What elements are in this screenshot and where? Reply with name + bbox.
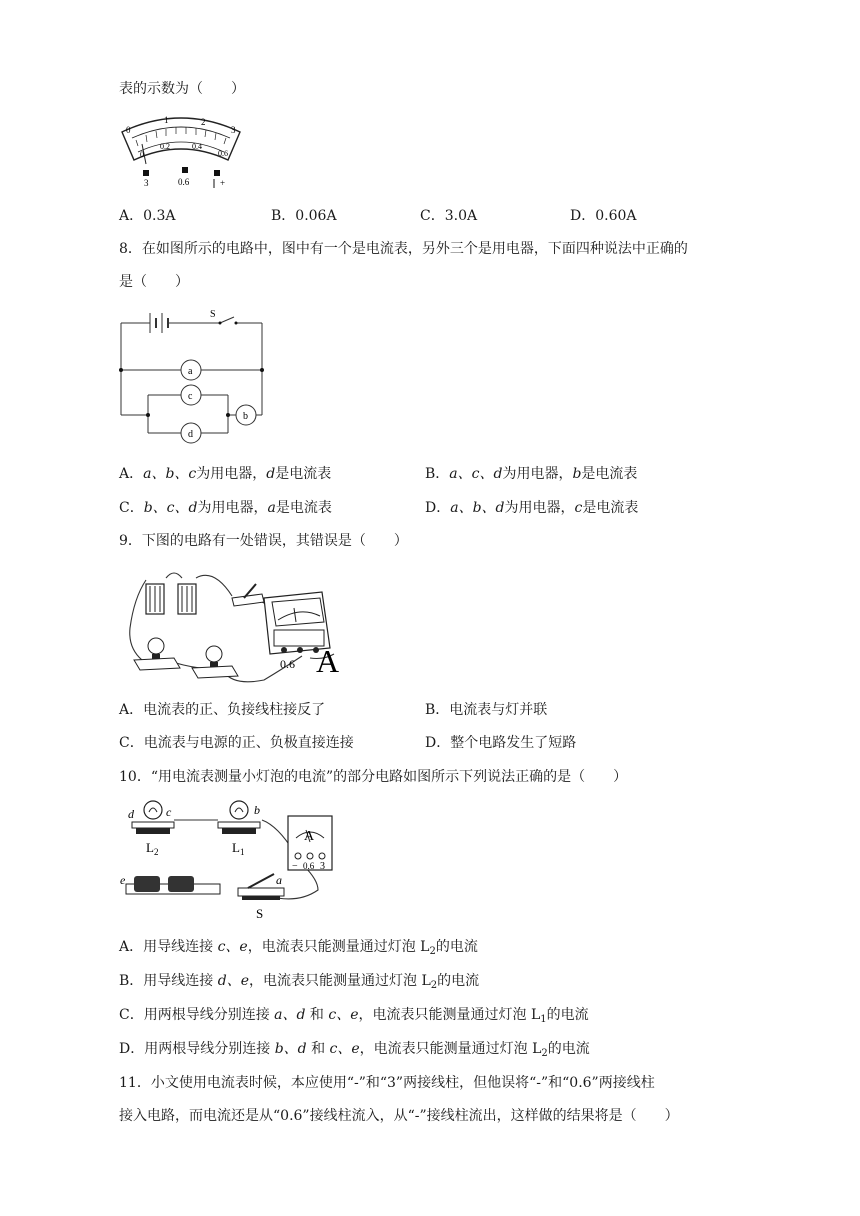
q7-scale-top-0: 0 <box>126 125 131 135</box>
q10-option-d[interactable]: D．用两根导线分别连接 b、d 和 c、e，电流表只能测量通过灯泡 $L_2$的电流 <box>119 1041 590 1059</box>
q7-option-d[interactable]: D．0.60A <box>570 208 637 224</box>
q9-option-a[interactable]: A．电流表的正、负接线柱接反了 <box>119 702 326 718</box>
q7-terminal-plus: + <box>220 178 226 188</box>
q7-scale-top-1: 1 <box>164 115 169 125</box>
q10-point-e: e <box>120 873 126 887</box>
q7-scale-bottom-3: 0.6 <box>218 149 228 158</box>
q10-label-l2: $L_2$ <box>146 840 159 857</box>
q9-stem: 9．下图的电路有一处错误，其错误是（ ） <box>119 533 408 549</box>
q8-element-d: d <box>188 429 193 440</box>
q7-terminal-3: 3 <box>144 178 149 188</box>
q7-stem-tail: 表的示数为（ ） <box>119 81 245 97</box>
q10-circuit-figure <box>118 796 343 922</box>
q8-option-c[interactable]: C．b、c、d为用电器，a是电流表 <box>119 500 332 516</box>
q7-scale-bottom-0: 0 <box>140 150 144 159</box>
q7-terminal-06: 0.6 <box>178 177 190 187</box>
q10-terminal-3: 3 <box>320 861 325 872</box>
q8-option-b[interactable]: B．a、c、d为用电器，b是电流表 <box>425 466 638 482</box>
q7-option-c[interactable]: C．3.0A <box>420 208 478 224</box>
q7-scale-top-3: 3 <box>231 125 236 135</box>
q11-stem-line1: 11．小文使用电流表时候，本应使用“-”和“3”两接线柱，但他误将“-”和“0.6”两接线柱 <box>119 1075 655 1091</box>
q8-switch-label: S <box>210 309 216 320</box>
q10-meter-letter: A <box>304 829 315 844</box>
q8-circuit-figure <box>116 305 272 447</box>
q8-option-d[interactable]: D．a、b、d为用电器，c是电流表 <box>425 500 639 516</box>
q7-scale-bottom-2: 0.4 <box>192 142 202 151</box>
q8-element-b: b <box>243 411 248 422</box>
q10-terminal-minus: − <box>292 861 298 872</box>
q11-stem-line2: 接入电路，而电流还是从“0.6”接线柱流入，从“-”接线柱流出，这样做的结果将是（ ） <box>119 1108 679 1124</box>
q8-stem-line2: 是（ ） <box>119 274 189 290</box>
q8-element-c: c <box>188 391 193 402</box>
q10-option-a[interactable]: A．用导线连接 c、e，电流表只能测量通过灯泡 $L_2$的电流 <box>119 939 478 957</box>
q8-element-a: a <box>188 366 193 377</box>
q8-option-a[interactable]: A．a、b、c为用电器，d是电流表 <box>119 466 332 482</box>
q8-stem-line1: 8．在如图所示的电路中，图中有一个是电流表，另外三个是用电器，下面四种说法中正确的 <box>119 241 688 257</box>
q10-switch-label: S <box>256 906 264 921</box>
q9-option-c[interactable]: C．电流表与电源的正、负极直接连接 <box>119 735 354 751</box>
q10-point-a: a <box>276 873 282 887</box>
q9-terminal-label: 0.6 <box>280 657 295 671</box>
q10-stem: 10．“用电流表测量小灯泡的电流”的部分电路如图所示下列说法正确的是（ ） <box>119 769 628 785</box>
q10-option-b[interactable]: B．用导线连接 d、e，电流表只能测量通过灯泡 $L_2$的电流 <box>119 973 480 991</box>
q9-option-b[interactable]: B．电流表与灯并联 <box>425 702 548 718</box>
q7-option-a[interactable]: A．0.3A <box>119 208 176 224</box>
q10-terminal-06: 0.6 <box>303 861 315 871</box>
q10-option-c[interactable]: C．用两根导线分别连接 a、d 和 c、e，电流表只能测量通过灯泡 $L_1$的电流 <box>119 1007 589 1025</box>
q10-point-b: b <box>254 803 260 817</box>
q10-point-d: d <box>128 807 134 821</box>
q9-circuit-photo-figure <box>124 568 346 688</box>
q7-scale-top-2: 2 <box>201 117 206 127</box>
q7-option-b[interactable]: B．0.06A <box>271 208 337 224</box>
q7-ammeter-dial-figure <box>116 108 246 192</box>
q10-point-c: c <box>166 805 172 819</box>
q7-scale-bottom-1: 0.2 <box>160 142 170 151</box>
q9-option-d[interactable]: D．整个电路发生了短路 <box>425 735 577 751</box>
q10-label-l1: $L_1$ <box>232 840 245 857</box>
q9-ammeter-letter: A <box>316 643 340 679</box>
